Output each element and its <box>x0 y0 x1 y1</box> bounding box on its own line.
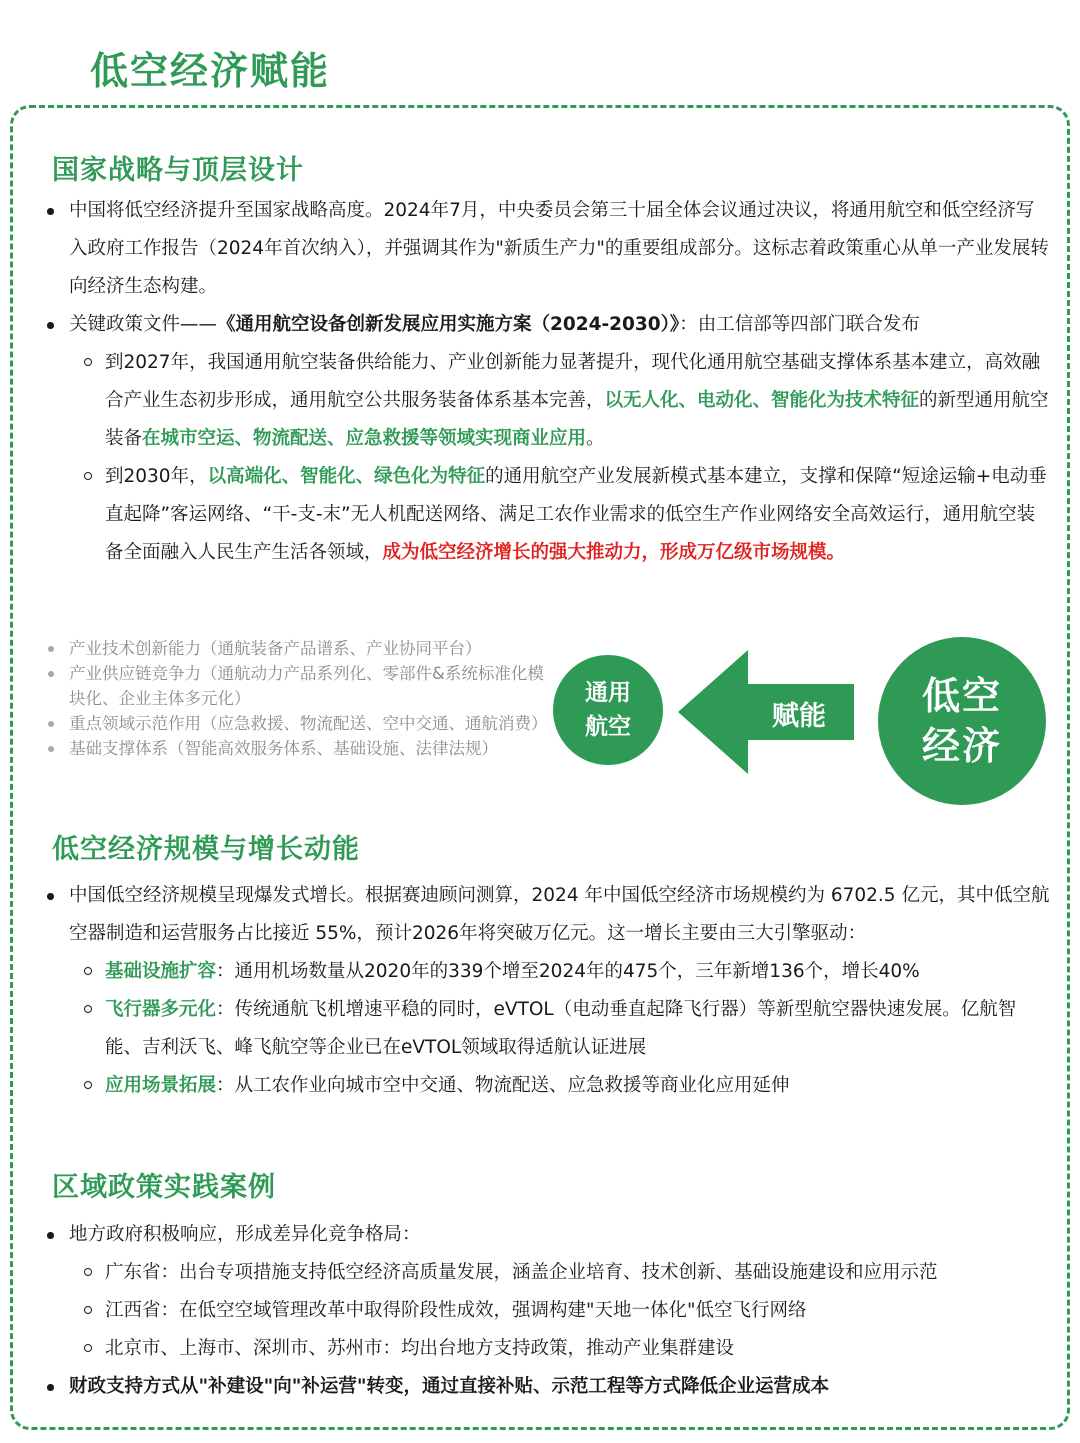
policy-suffix: ：由工信部等四部门联合发布 <box>679 314 920 335</box>
sub-bullet-jiangxi: 江西省：在低空空域管理改革中取得阶段性成效，强调构建"天地一体化"低空飞行网络 <box>40 1292 1050 1330</box>
low-altitude-economy-circle <box>878 637 1046 805</box>
section-title-regional: 区域政策实践案例 <box>52 1172 276 1203</box>
highlight-2027-tech: 以无人化、电动化、智能化为技术特征 <box>604 390 920 411</box>
sub-bullet-2030 <box>40 458 1050 572</box>
text-2030-a: 到2030年， <box>105 466 208 487</box>
small-circle-line-2: 航空 <box>585 714 631 740</box>
list-item: 产业供应链竞争力（通航动力产品系列化、零部件&系统标准化模块化、企业主体多元化） <box>40 661 560 711</box>
bullet-regional-intro: 地方政府积极响应，形成差异化竞争格局： <box>40 1216 1050 1254</box>
text-2027-a: 到2027年，我国通用航空装备供给能力、产业创新能力显著提升，现代化通用航空基础支撑体系基本建立，高效融合产业生态初步形成，通用航空公共服务装备体系基本完善， <box>105 352 1041 411</box>
sub-bullet-scenarios <box>40 1067 1050 1105</box>
big-circle-line-1: 低空 <box>921 674 1002 718</box>
bullet-fiscal-support: 财政支持方式从"补建设"向"补运营"转变，通过直接补贴、示范工程等方式降低企业运营成本 <box>40 1368 1050 1406</box>
sub-bullet-guangdong: 广东省：出台专项措施支持低空经济高质量发展，涵盖企业培育、技术创新、基础设施建设和应用示范 <box>40 1254 1050 1292</box>
text-2030-b: 的通用航空产业发展新模式基本建立，支撑和保障“短途运输+电动垂直起降”客运网络、“干-支-末”无人机配送网络、满足工农作业需求的低空生产作业网络安全高效运行，通用航空装备全面融入人民生产生活各领域， <box>105 466 1047 563</box>
list-item: 产业技术创新能力（通航装备产品谱系、产业协同平台） <box>40 636 560 661</box>
section-strategy-body <box>40 192 1050 572</box>
section-scale-body <box>40 877 1050 1105</box>
sub-bullet-aircraft <box>40 991 1050 1067</box>
section-regional-body <box>40 1216 1050 1406</box>
text-2027-b: 的新型通用航空装备 <box>105 390 1049 449</box>
small-circle-line-1: 通用 <box>585 680 631 706</box>
bullet-strategy-overview: 中国将低空经济提升至国家战略高度。2024年7月，中央委员会第三十届全体会议通过决议，将通用航空和低空经济写入政府工作报告（2024年首次纳入），并强调其作为"新质生产力"的重要组成部分。这标志着政策重心从单一产业发展转向经济生态构建。 <box>40 192 1050 306</box>
text-2027-c: 。 <box>586 428 605 449</box>
sub-bullet-2027 <box>40 344 1050 458</box>
section-title-scale: 低空经济规模与增长动能 <box>52 834 360 865</box>
sub-bullet-cities: 北京市、上海市、深圳市、苏州市：均出台地方支持政策，推动产业集群建设 <box>40 1330 1050 1368</box>
policy-document-title: 《通用航空设备创新发展应用实施方案（2024-2030）》 <box>217 314 680 335</box>
bullet-market-scale: 中国低空经济规模呈现爆发式增长。根据赛迪顾问测算，2024 年中国低空经济市场规模约为 6702.5 亿元，其中低空航空器制造和运营服务占比接近 55%，预计2026年将突破万亿元。这一增长主要由三大引擎驱动： <box>40 877 1050 953</box>
section-title-strategy: 国家战略与顶层设计 <box>52 155 304 186</box>
highlight-2030-market: 成为低空经济增长的强大推动力，形成万亿级市场规模。 <box>382 542 846 563</box>
engine-label: 基础设施扩容 <box>105 961 217 982</box>
engine-text: ：从工农作业向城市空中交通、物流配送、应急救援等商业化应用延伸 <box>216 1075 790 1096</box>
big-circle-line-2: 经济 <box>921 724 1002 768</box>
bullet-key-policy <box>40 306 1050 344</box>
general-aviation-circle <box>553 655 663 765</box>
page-title: 低空经济赋能 <box>90 49 331 93</box>
arrow-label: 赋能 <box>772 701 826 732</box>
engine-label: 应用场景拓展 <box>105 1075 217 1096</box>
engine-label: 飞行器多元化 <box>105 999 217 1020</box>
list-item: 基础支撑体系（智能高效服务体系、基础设施、法律法规） <box>40 736 560 761</box>
highlight-2030-feature: 以高端化、智能化、绿色化为特征 <box>207 466 486 487</box>
highlight-2027-application: 在城市空运、物流配送、应急救援等领域实现商业应用 <box>142 428 587 449</box>
sub-bullet-infrastructure <box>40 953 1050 991</box>
capability-list <box>40 636 560 761</box>
engine-text: ：传统通航飞机增速平稳的同时，eVTOL（电动垂直起降飞行器）等新型航空器快速发展。亿航智能、吉利沃飞、峰飞航空等企业已在eVTOL领域取得适航认证进展 <box>105 999 1017 1058</box>
list-item: 重点领域示范作用（应急救援、物流配送、空中交通、通航消费） <box>40 711 560 736</box>
policy-prefix: 关键政策文件—— <box>69 314 218 335</box>
engine-text: ：通用机场数量从2020年的339个增至2024年的475个，三年新增136个，增长40% <box>216 961 920 982</box>
